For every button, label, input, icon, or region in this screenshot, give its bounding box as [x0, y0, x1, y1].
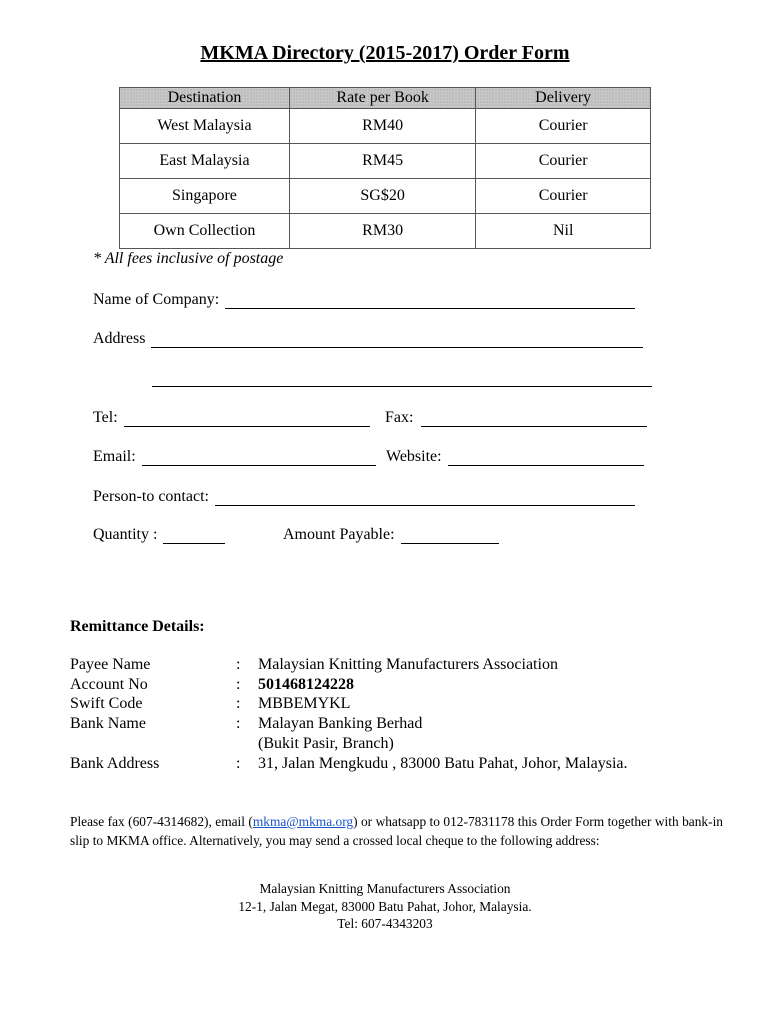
website-field: [386, 444, 644, 466]
remit-row-account: [70, 676, 354, 694]
table-row: [120, 179, 651, 214]
contact-field: [93, 484, 635, 506]
quantity-field: [93, 522, 225, 544]
website-label: Website:: [386, 448, 442, 465]
bank-branch: (Bukit Pasir, Branch): [258, 735, 394, 752]
quantity-input-line[interactable]: [163, 527, 225, 544]
remit-row-bank: [70, 715, 422, 733]
remit-row-branch: [70, 735, 394, 753]
colon: :: [236, 755, 241, 772]
amount-field: [283, 522, 499, 544]
cell-delivery: Courier: [476, 144, 651, 179]
table-header-row: [120, 88, 651, 109]
cell-destination: Singapore: [120, 179, 290, 214]
account-label: Account No: [70, 676, 148, 693]
website-input-line[interactable]: [448, 449, 644, 466]
swift-label: Swift Code: [70, 695, 143, 712]
email-link[interactable]: mkma@mkma.org: [252, 814, 354, 829]
fax-input-line[interactable]: [421, 410, 647, 427]
instructions-paragraph: [70, 812, 723, 850]
office-street: 12-1, Jalan Megat, 83000 Batu Pahat, Johor, Malaysia.: [238, 898, 532, 914]
amount-label: Amount Payable:: [283, 526, 395, 543]
cell-delivery: Nil: [476, 214, 651, 249]
colon: :: [236, 656, 241, 673]
payee-value: Malaysian Knitting Manufacturers Association: [258, 656, 558, 673]
fax-field: [385, 405, 647, 427]
payee-label: Payee Name: [70, 656, 151, 673]
company-input-line[interactable]: [225, 292, 635, 309]
table-row: [120, 109, 651, 144]
cell-rate: RM45: [289, 144, 475, 179]
bank-address-label: Bank Address: [70, 755, 160, 772]
cell-destination: Own Collection: [120, 214, 290, 249]
tel-label: Tel:: [93, 409, 118, 426]
tel-field: [93, 405, 370, 427]
header-delivery: Delivery: [476, 88, 651, 109]
remit-row-payee: [70, 656, 558, 674]
form-title: MKMA Directory (2015-2017) Order Form: [200, 42, 570, 64]
remit-row-address: [70, 755, 628, 773]
office-address: [0, 880, 770, 933]
tel-input-line[interactable]: [124, 410, 370, 427]
instructions-text-2: ) or whatsapp to 012-7831178 this Order Form together with bank-in slip to MKMA office. Alternatively, you may send a crossed local cheque to the following address:: [70, 814, 724, 848]
remit-row-swift: [70, 695, 350, 713]
email-field: [93, 444, 376, 466]
address-field-2: [152, 365, 652, 387]
cell-delivery: Courier: [476, 179, 651, 214]
colon: :: [236, 695, 241, 712]
cell-destination: West Malaysia: [120, 109, 290, 144]
bank-address-value: 31, Jalan Mengkudu , 83000 Batu Pahat, Johor, Malaysia.: [258, 755, 628, 772]
email-input-line[interactable]: [142, 449, 376, 466]
cell-delivery: Courier: [476, 109, 651, 144]
office-tel: Tel: 607-4343203: [337, 916, 433, 931]
account-value: 501468124228: [258, 676, 354, 693]
table-row: [120, 144, 651, 179]
cell-destination: East Malaysia: [120, 144, 290, 179]
header-rate: Rate per Book: [289, 88, 475, 109]
company-label: Name of Company:: [93, 291, 220, 308]
amount-input-line[interactable]: [401, 527, 499, 544]
cell-rate: RM40: [289, 109, 475, 144]
remittance-title: Remittance Details:: [70, 618, 205, 635]
address-field: [93, 326, 643, 348]
email-label: Email:: [93, 448, 136, 465]
cell-rate: SG$20: [289, 179, 475, 214]
colon: :: [236, 676, 241, 693]
bank-label: Bank Name: [70, 715, 146, 732]
address-label: Address: [93, 330, 146, 347]
rates-table: [119, 87, 651, 249]
contact-label: Person-to contact:: [93, 488, 209, 505]
header-destination: Destination: [120, 88, 290, 109]
quantity-label: Quantity :: [93, 526, 158, 543]
address-input-line-1[interactable]: [151, 331, 643, 348]
instructions-text-1: Please fax (607-4314682), email (: [70, 814, 253, 829]
office-name: Malaysian Knitting Manufacturers Association: [259, 881, 511, 896]
cell-rate: RM30: [289, 214, 475, 249]
swift-value: MBBEMYKL: [258, 695, 351, 712]
company-field: [93, 287, 635, 309]
colon: :: [236, 715, 241, 732]
bank-value: Malayan Banking Berhad: [258, 715, 423, 732]
address-input-line-2[interactable]: [152, 370, 652, 387]
postage-note: * All fees inclusive of postage: [93, 250, 284, 267]
table-row: [120, 214, 651, 249]
contact-input-line[interactable]: [215, 489, 635, 506]
fax-label: Fax:: [385, 409, 414, 426]
